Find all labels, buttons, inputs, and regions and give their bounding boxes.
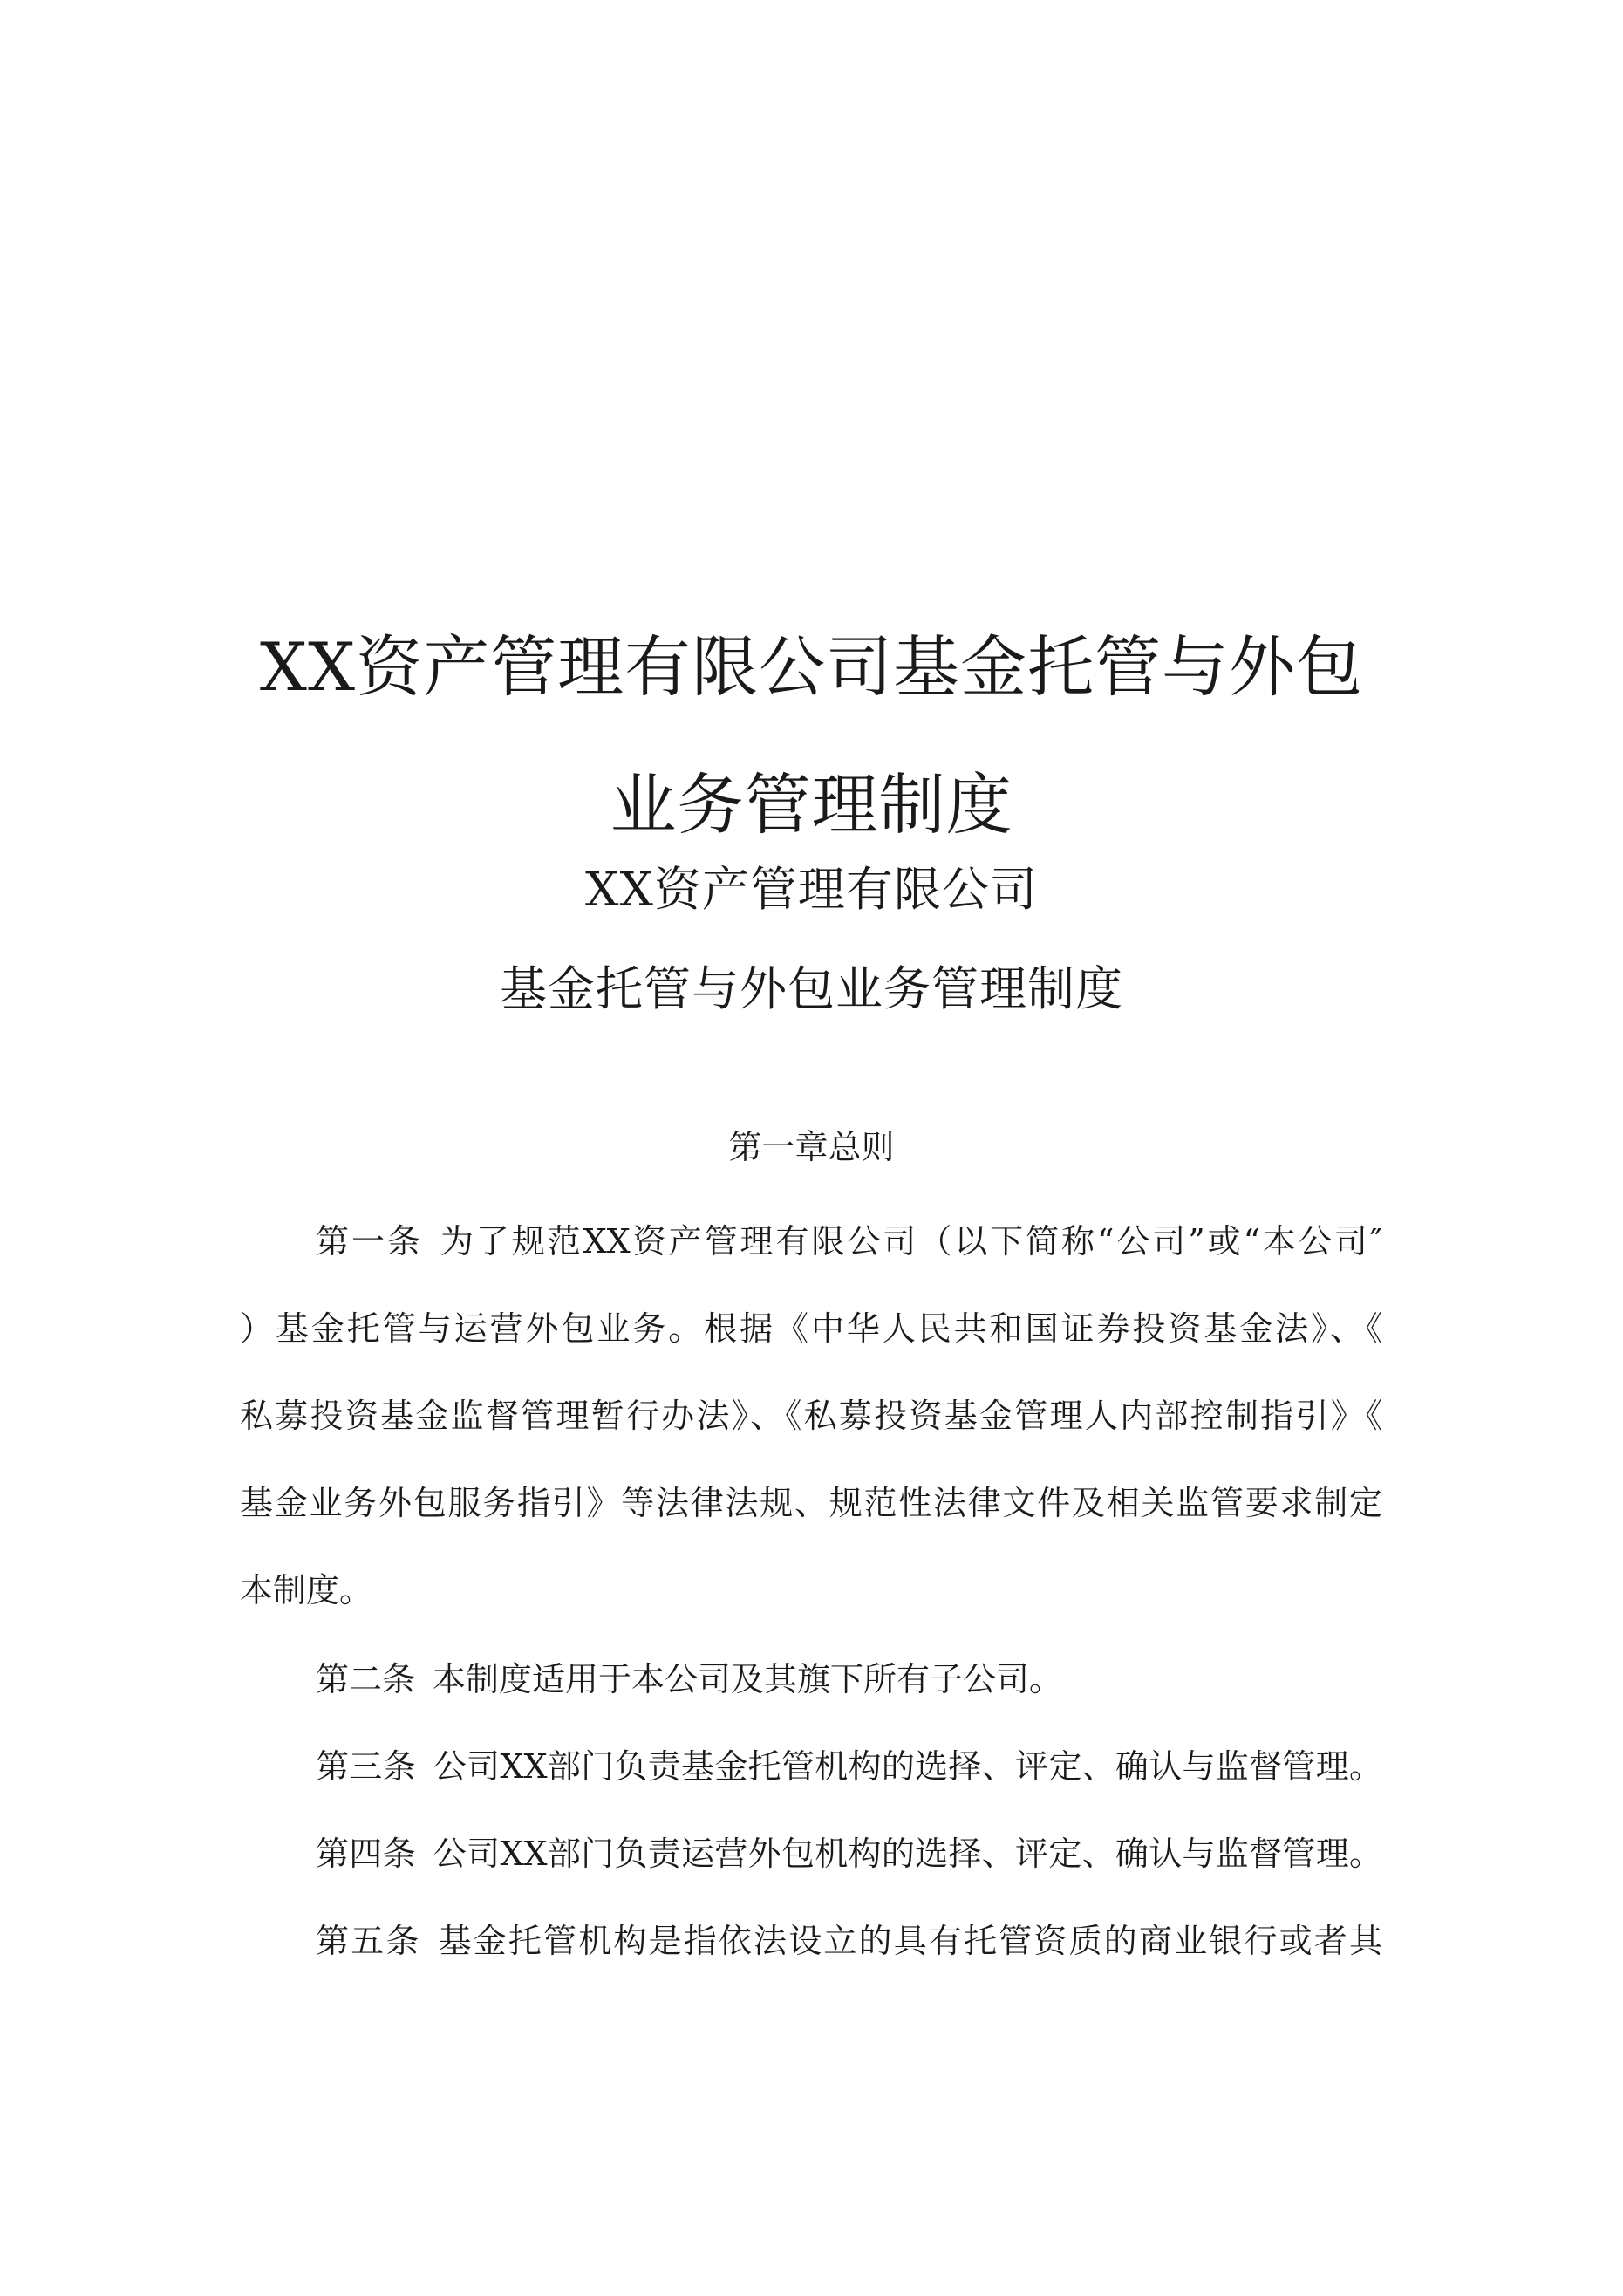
article-3-text: 公司XX部门负责基金托管机构的选择、评定、确认与监督管理。 (433, 1747, 1382, 1786)
article-1-line-5: 本制度。 (240, 1571, 373, 1609)
document-title-line-1: XX资产管理有限公司基金托管与外包 (259, 628, 1364, 706)
article-2-number: 第二条 (316, 1660, 416, 1698)
article-3-number: 第三条 (316, 1747, 416, 1786)
article-3 (316, 1747, 1382, 1786)
document-subtitle-line-2: 基金托管与外包业务管理制度 (500, 961, 1123, 1016)
document-subtitle-line-1: XX资产管理有限公司 (585, 862, 1038, 917)
article-4 (316, 1835, 1382, 1873)
article-2 (316, 1660, 1382, 1698)
article-5-number: 第五条 (316, 1922, 421, 1960)
article-1-number: 第一条 (316, 1222, 423, 1261)
article-1-line-4: 基金业务外包服务指引》等法律法规、规范性法律文件及相关监管要求制定 (240, 1484, 1382, 1522)
article-2-text: 本制度适用于本公司及其旗下所有子公司。 (433, 1660, 1063, 1698)
article-5-text: 基金托管机构是指依法设立的具有托管资质的商业银行或者其 (438, 1922, 1382, 1960)
article-4-text: 公司XX部门负责运营外包机构的选择、评定、确认与监督管理。 (433, 1835, 1382, 1873)
article-5 (316, 1924, 1382, 1958)
document-title-line-2: 业务管理制度 (610, 766, 1013, 844)
article-1-line-3: 私募投资基金监督管理暂行办法》、《私募投资基金管理人内部控制指引》《 (240, 1397, 1382, 1435)
article-1-line-1 (316, 1222, 1382, 1261)
article-1-line-2: ）基金托管与运营外包业务。根据《中华人民共和国证券投资基金法》、《 (240, 1309, 1382, 1348)
chapter-heading: 第一章总则 (728, 1128, 895, 1166)
article-4-number: 第四条 (316, 1835, 416, 1873)
article-1-text-line-1: 为了规范XX资产管理有限公司（以下简称“公司”或“本公司″ (440, 1222, 1382, 1261)
